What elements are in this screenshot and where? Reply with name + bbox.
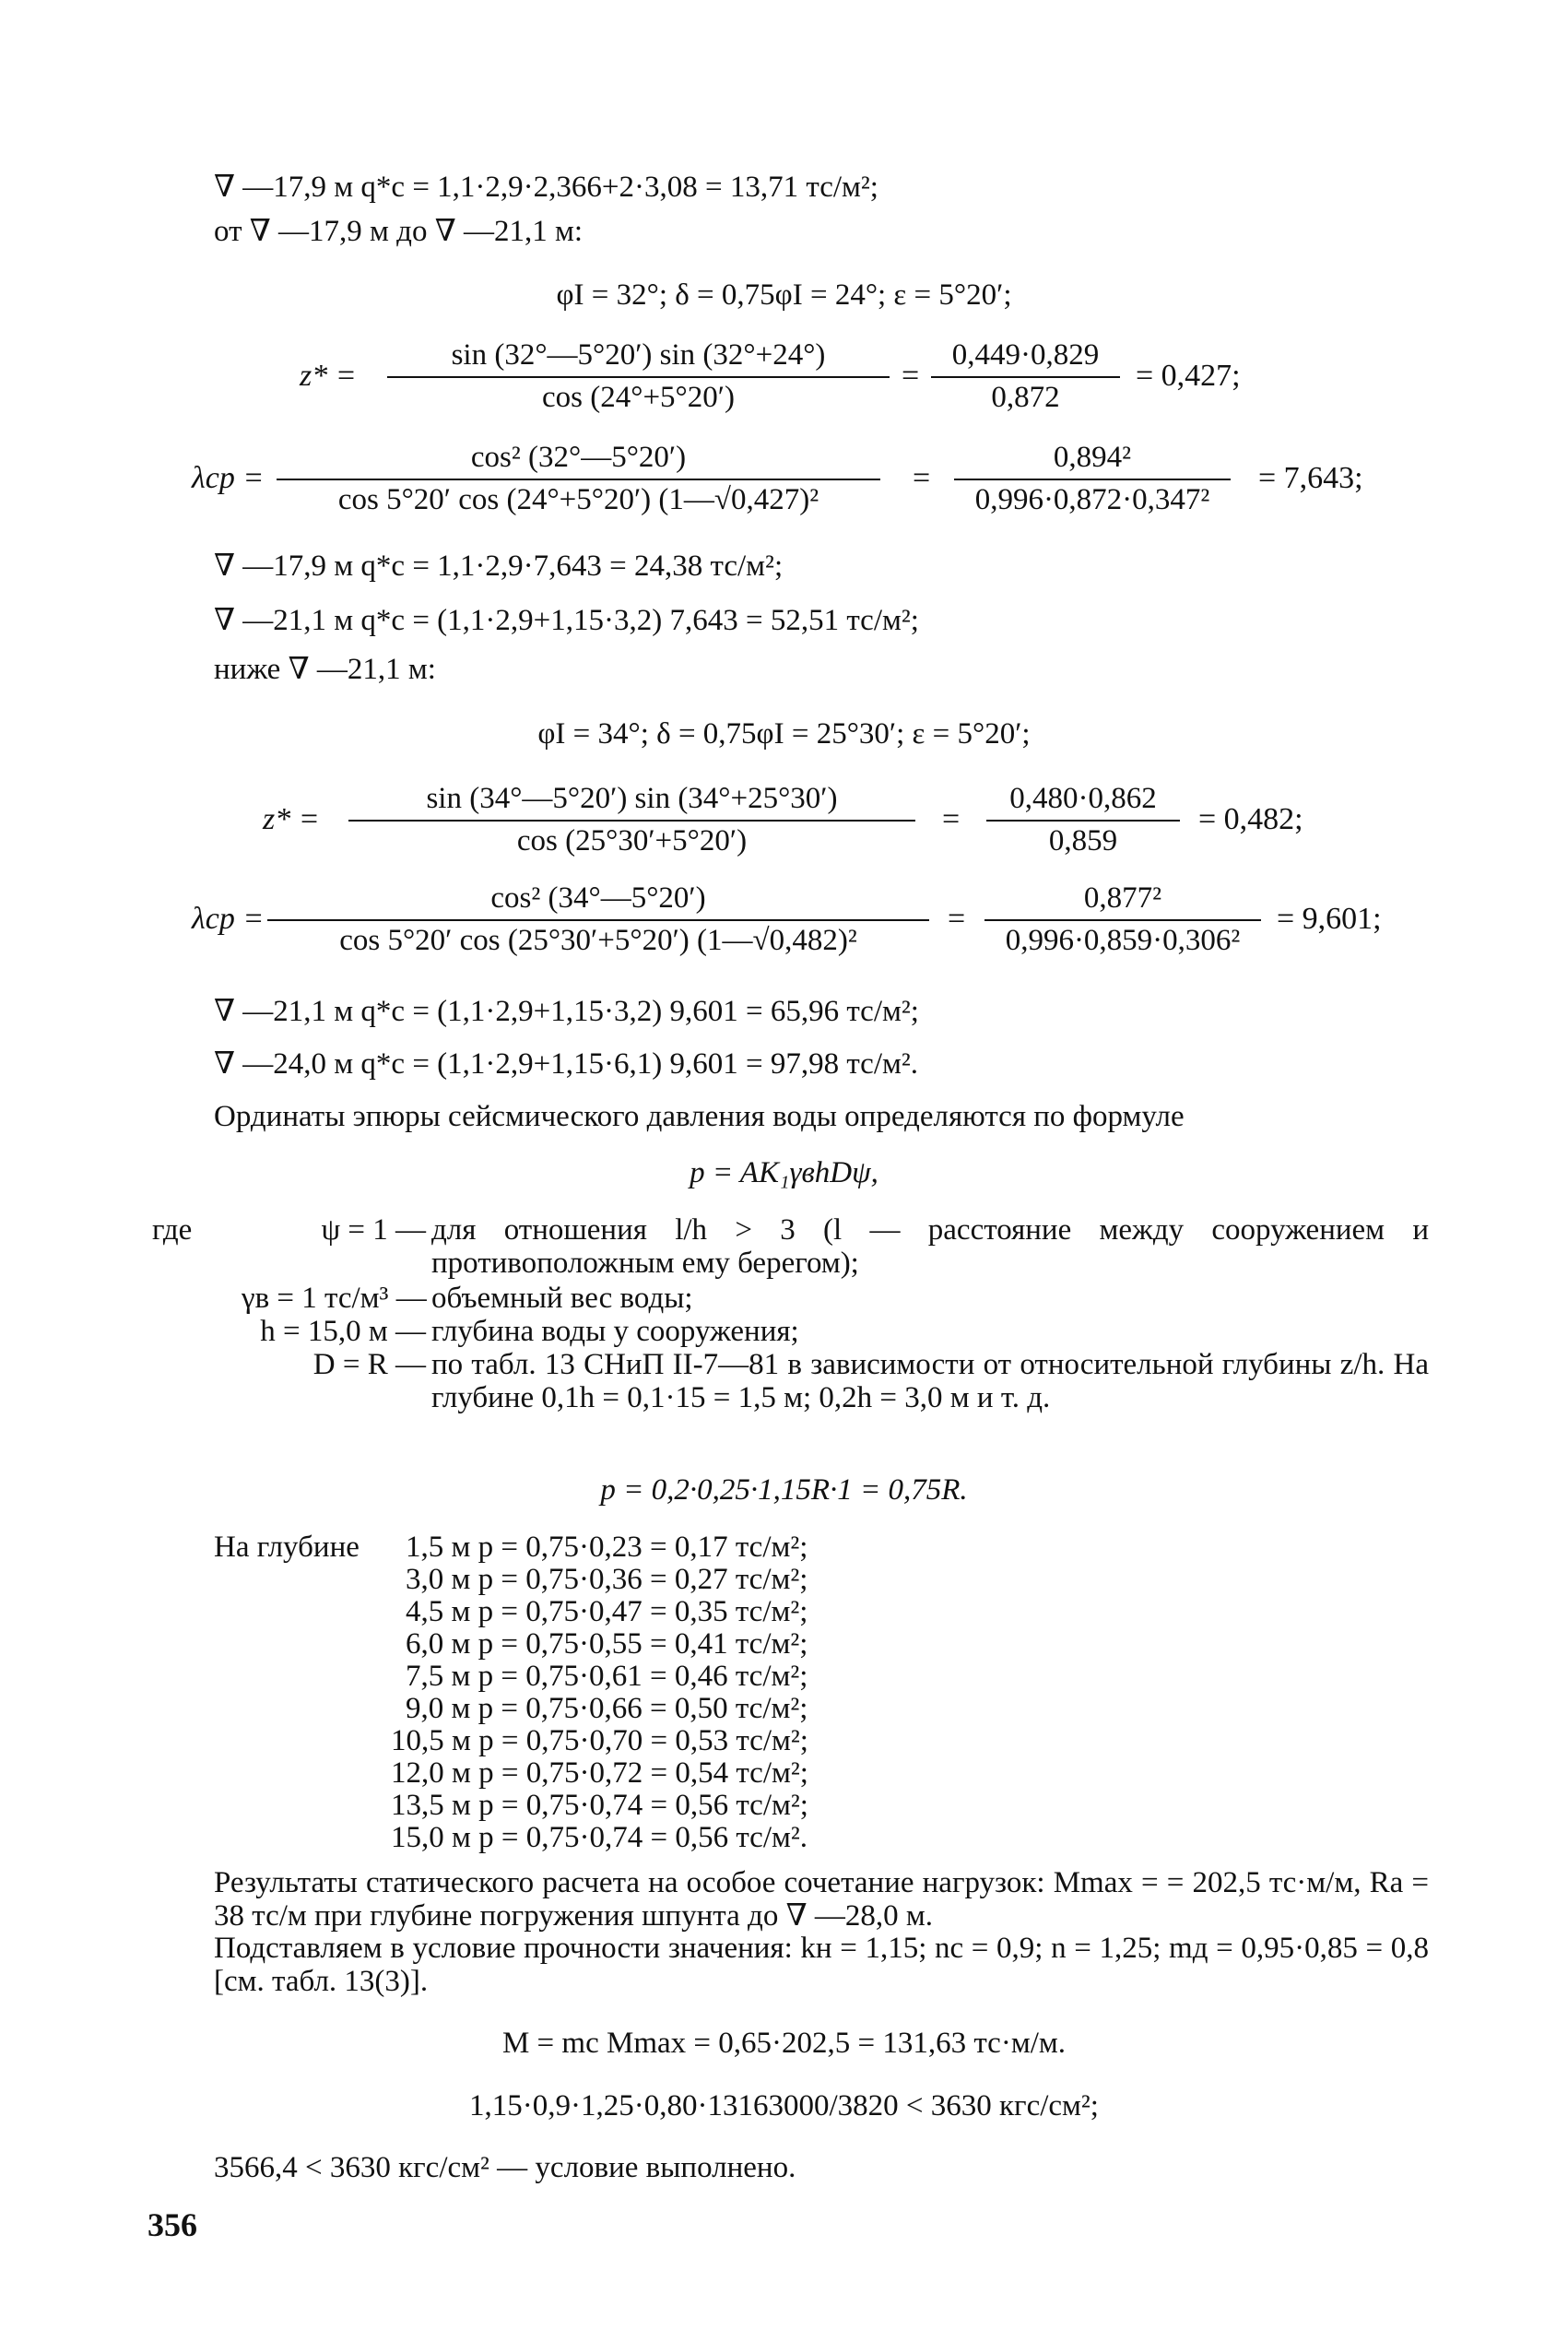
fraction-bar — [931, 376, 1120, 378]
depth-row: 12,0 м p = 0,75·0,72 = 0,54 тс/м²; — [391, 1756, 808, 1790]
depth-row: 1,5 м p = 0,75·0,23 = 0,17 тс/м²; — [406, 1531, 808, 1564]
formula-line: p = AK₁γвhDψ, — [690, 1156, 878, 1189]
lambda-equation-2 — [0, 881, 1568, 964]
definition-text: для отношения l/h > 3 (l — расстояние между сооружением и противоположным ему берегом); — [431, 1213, 1429, 1280]
equation-result: = 9,601; — [1277, 902, 1382, 936]
lambda-equation-1 — [0, 440, 1568, 523]
formula-line: ∇ —24,0 м q*c = (1,1·2,9+1,15·6,1) 9,601 = 97,98 тс/м². — [214, 1047, 919, 1081]
depth-row: 10,5 м p = 0,75·0,70 = 0,53 тс/м²; — [391, 1724, 808, 1757]
fraction-numerator: cos² (34°—5°20′) — [490, 881, 706, 915]
fraction-denominator: 0,872 — [991, 381, 1060, 414]
fraction-numerator: 0,449·0,829 — [951, 338, 1100, 372]
equals-sign: = — [942, 802, 961, 836]
equals-sign: = — [902, 359, 920, 393]
formula-line: ∇ —21,1 м q*c = (1,1·2,9+1,15·3,2) 7,643 = 52,51 тс/м²; — [214, 604, 919, 637]
equals-sign: = — [913, 461, 931, 495]
fraction-denominator: 0,996·0,859·0,306² — [1005, 924, 1241, 957]
depth-row: 3,0 м p = 0,75·0,36 = 0,27 тс/м²; — [406, 1563, 808, 1596]
text-line: ниже ∇ —21,1 м: — [214, 653, 436, 686]
text-line: от ∇ —17,9 м до ∇ —21,1 м: — [214, 215, 584, 248]
paragraph: Результаты статического расчета на особое сочетание нагрузок: Mmax = = 202,5 тс·м/м, Rа = 38 тс/м при глубине погружения шпунта до ∇ —28,0 м. — [214, 1866, 1429, 1933]
fraction-denominator: 0,996·0,872·0,347² — [974, 483, 1210, 516]
depth-row: 15,0 м p = 0,75·0,74 = 0,56 тс/м². — [391, 1821, 808, 1854]
fraction-numerator: 0,877² — [1083, 881, 1162, 915]
depth-row: 4,5 м p = 0,75·0,47 = 0,35 тс/м²; — [406, 1595, 808, 1628]
fraction-denominator: cos 5°20′ cos (25°30′+5°20′) (1—√0,482)² — [339, 924, 857, 957]
fraction-denominator: cos (25°30′+5°20′) — [516, 824, 748, 857]
fraction-bar — [267, 919, 929, 921]
fraction-denominator: 0,859 — [1048, 824, 1118, 857]
equation-label: z* = — [300, 359, 357, 393]
fraction-numerator: sin (32°—5°20′) sin (32°+24°) — [451, 338, 826, 372]
definition-term: γв = 1 тс/м³ — — [242, 1282, 427, 1315]
fraction-bar — [277, 479, 880, 480]
depth-row: 9,0 м p = 0,75·0,66 = 0,50 тс/м²; — [406, 1692, 808, 1725]
fraction-numerator: 0,480·0,862 — [1009, 782, 1157, 815]
fraction-bar — [984, 919, 1261, 921]
depth-intro: На глубине — [214, 1531, 360, 1564]
fraction-denominator: cos 5°20′ cos (24°+5°20′) (1—√0,427)² — [337, 483, 819, 516]
page-number: 356 — [147, 2206, 197, 2243]
definition-text: объемный вес воды; — [431, 1282, 693, 1315]
equation-result: = 7,643; — [1258, 461, 1363, 495]
formula-line: φI = 34°; δ = 0,75φI = 25°30′; ε = 5°20′; — [537, 717, 1031, 751]
paragraph: Подставляем в условие прочности значения: kн = 1,15; nс = 0,9; n = 1,25; mд = 0,95·0,85 = 0,8 [см. табл. 13(3)]. — [214, 1932, 1429, 1998]
definition-text: по табл. 13 СНиП II-7—81 в зависимости от относительной глубины z/h. На глубине 0,1h = 0,1·15 = 1,5 м; 0,2h = 3,0 м и т. д. — [431, 1348, 1429, 1414]
fraction-numerator: sin (34°—5°20′) sin (34°+25°30′) — [426, 782, 838, 815]
formula-line: M = mc Mmax = 0,65·202,5 = 131,63 тс·м/м. — [501, 2027, 1067, 2060]
fraction-bar — [954, 479, 1231, 480]
equation-result: = 0,427; — [1136, 359, 1241, 393]
fraction-numerator: cos² (32°—5°20′) — [470, 441, 687, 474]
z-equation-2 — [0, 781, 1568, 864]
depth-row: 6,0 м p = 0,75·0,55 = 0,41 тс/м²; — [406, 1627, 808, 1661]
formula-line: ∇ —17,9 м q*c = 1,1·2,9·2,366+2·3,08 = 13,71 тс/м²; — [214, 171, 878, 204]
fraction-numerator: 0,894² — [1053, 441, 1132, 474]
z-equation-1 — [0, 337, 1568, 420]
definition-term: D = R — — [312, 1348, 426, 1381]
equation-result: = 0,482; — [1198, 802, 1303, 836]
equation-label: λср = — [192, 902, 265, 936]
formula-line: φI = 32°; δ = 0,75φI = 24°; ε = 5°20′; — [556, 278, 1012, 312]
conclusion-line: 3566,4 < 3630 кгс/см² — условие выполнено. — [214, 2151, 796, 2184]
depth-row: 7,5 м p = 0,75·0,61 = 0,46 тс/м²; — [406, 1660, 808, 1693]
fraction-bar — [348, 820, 915, 822]
formula-line: ∇ —21,1 м q*c = (1,1·2,9+1,15·3,2) 9,601 = 65,96 тс/м²; — [214, 995, 919, 1028]
equals-sign: = — [948, 902, 966, 936]
formula-line: 1,15·0,9·1,25·0,80·13163000/3820 < 3630 кгс/см²; — [469, 2089, 1099, 2122]
equation-label: λср = — [192, 461, 265, 495]
fraction-bar — [986, 820, 1180, 822]
text-line: Ординаты эпюры сейсмического давления воды определяются по формуле — [214, 1100, 1185, 1133]
depth-row: 13,5 м p = 0,75·0,74 = 0,56 тс/м²; — [391, 1789, 808, 1822]
fraction-denominator: cos (24°+5°20′) — [542, 381, 735, 414]
definition-term: ψ = 1 — — [321, 1213, 426, 1247]
equation-label: z* = — [263, 802, 320, 836]
fraction-bar — [387, 376, 890, 378]
definition-term: h = 15,0 м — — [260, 1315, 426, 1348]
formula-line: ∇ —17,9 м q*c = 1,1·2,9·7,643 = 24,38 тс/м²; — [214, 550, 784, 583]
definition-text: глубина воды у сооружения; — [431, 1315, 799, 1348]
formula-line: p = 0,2·0,25·1,15R·1 = 0,75R. — [600, 1473, 968, 1507]
where-label: где — [152, 1213, 193, 1247]
